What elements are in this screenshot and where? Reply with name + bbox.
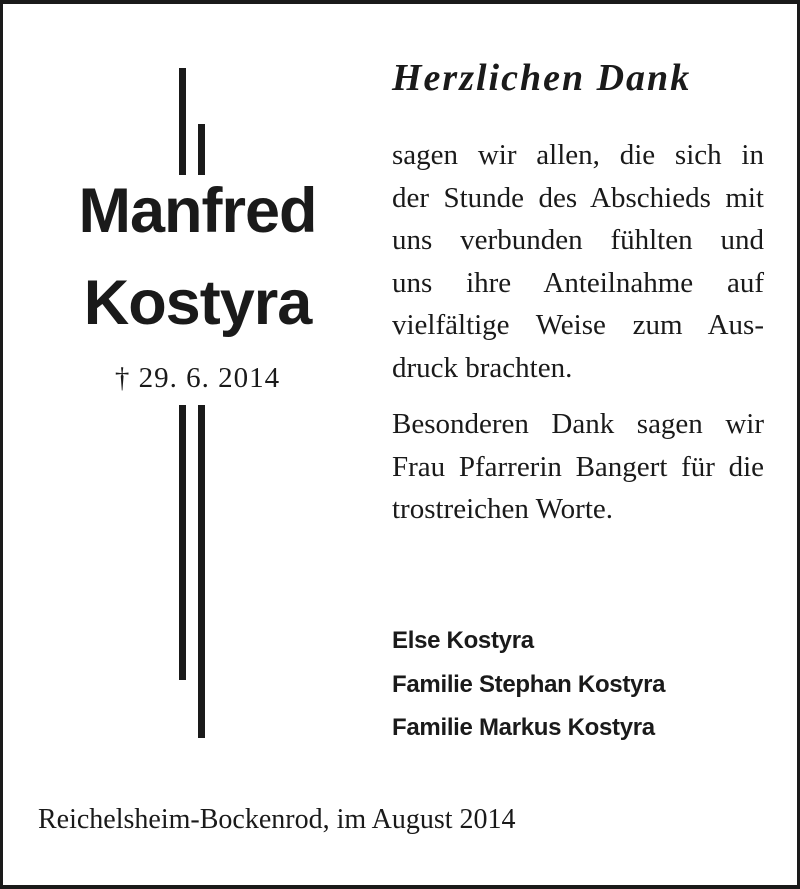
paragraph-line: trostreichen Worte.	[392, 493, 613, 525]
decorative-bar-right-bottom	[198, 405, 205, 738]
decorative-bar-right-top	[198, 124, 205, 175]
paragraph-line: uns ihre Anteilnahme auf	[392, 266, 764, 299]
deceased-first-name: Manfred	[78, 176, 317, 246]
thanks-paragraph	[392, 134, 764, 389]
paragraph-line: vielfältige Weise zum Aus-	[392, 309, 764, 341]
signer-name: Else Kostyra	[392, 627, 534, 654]
signer-name: Familie Stephan Kostyra	[392, 671, 666, 698]
paragraph-line: der Stunde des Abschieds mit	[392, 181, 764, 214]
paragraph-line: Frau Pfarrerin Bangert für die	[392, 450, 764, 483]
decorative-bar-left-bottom	[179, 405, 186, 680]
death-date: † 29. 6. 2014	[114, 362, 281, 394]
paragraph-line: sagen wir allen, die sich in	[392, 139, 764, 171]
decorative-bar-left-top	[179, 68, 186, 175]
special-thanks-paragraph	[392, 403, 764, 531]
place-and-date: Reichelsheim-Bockenrod, im August 2014	[38, 804, 516, 835]
paragraph-line: druck brachten.	[392, 351, 573, 384]
deceased-last-name: Kostyra	[83, 268, 312, 338]
paragraph-line: uns verbunden fühlten und	[392, 224, 764, 256]
thanks-heading: Herzlichen Dank	[392, 57, 692, 99]
signer-name: Familie Markus Kostyra	[392, 714, 655, 741]
paragraph-line: Besonderen Dank sagen wir	[392, 408, 764, 440]
